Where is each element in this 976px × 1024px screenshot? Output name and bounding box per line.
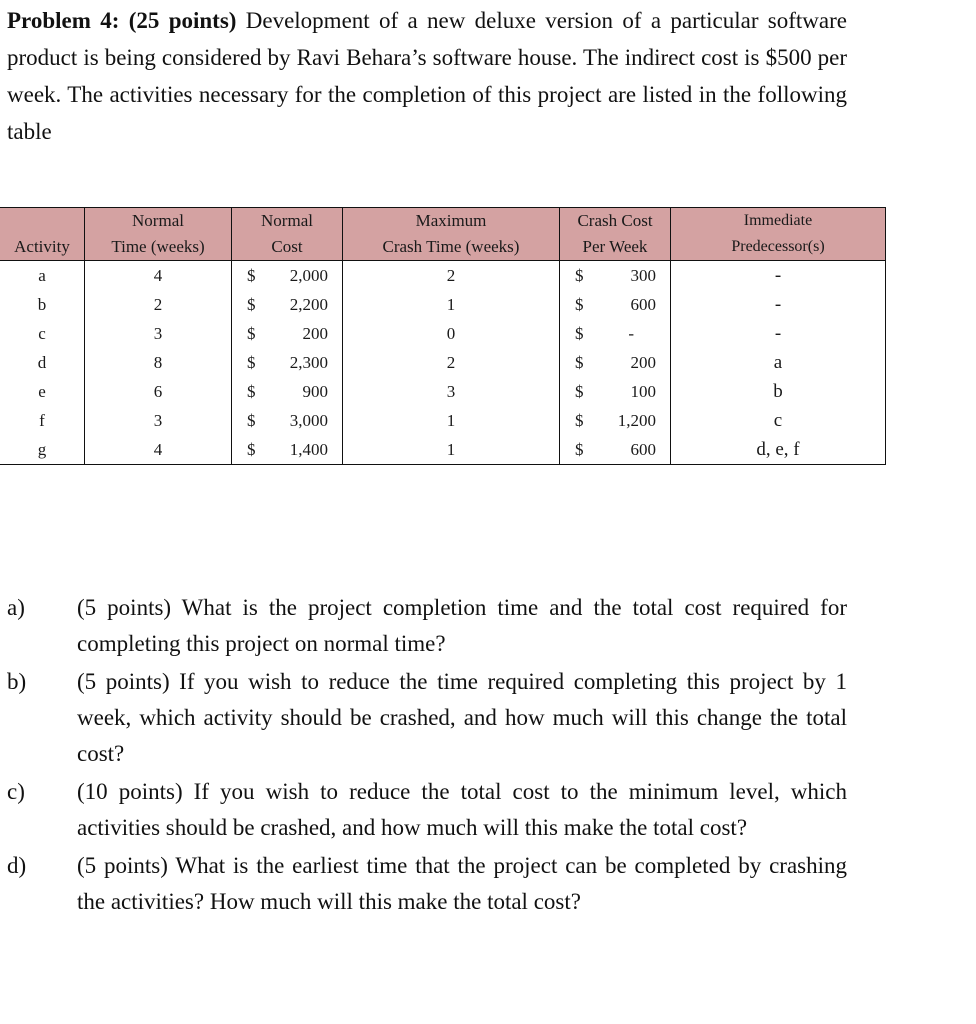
cell-normal-time: 4 xyxy=(85,435,232,465)
table-row xyxy=(0,348,886,377)
cell-normal-time: 2 xyxy=(85,290,232,319)
cell-crash-cost xyxy=(560,377,671,406)
question-c xyxy=(7,774,847,846)
crash-cost-amount: 600 xyxy=(630,295,656,314)
currency-symbol: $ xyxy=(247,295,256,314)
cell-activity: a xyxy=(0,261,85,291)
question-label: c) xyxy=(7,779,25,804)
cell-predecessors: b xyxy=(671,377,886,406)
question-a xyxy=(7,590,847,662)
cell-predecessors: d, e, f xyxy=(671,435,886,465)
header-max-crash: Maximum Crash Time (weeks) xyxy=(343,208,560,261)
cell-normal-cost xyxy=(232,348,343,377)
question-d xyxy=(7,848,847,920)
cell-normal-cost xyxy=(232,377,343,406)
cell-normal-time: 8 xyxy=(85,348,232,377)
table-row xyxy=(0,377,886,406)
crash-cost-amount: 300 xyxy=(630,266,656,285)
cell-max-crash: 1 xyxy=(343,435,560,465)
question-b xyxy=(7,664,847,772)
cell-normal-cost xyxy=(232,261,343,291)
cell-max-crash: 3 xyxy=(343,377,560,406)
normal-cost-amount: 2,200 xyxy=(289,295,328,314)
table-row xyxy=(0,261,886,291)
table-row xyxy=(0,290,886,319)
currency-symbol: $ xyxy=(575,440,584,459)
cell-normal-cost xyxy=(232,406,343,435)
currency-symbol: $ xyxy=(247,382,256,401)
question-list xyxy=(7,590,847,920)
crash-cost-amount: - xyxy=(628,324,634,343)
problem-heading: Problem 4: (25 points) xyxy=(7,8,237,33)
table-body xyxy=(0,261,886,465)
cell-normal-time: 6 xyxy=(85,377,232,406)
cell-crash-cost xyxy=(560,319,671,348)
activity-table-wrapper xyxy=(0,207,886,465)
crash-cost-amount: 600 xyxy=(630,440,656,459)
cell-crash-cost xyxy=(560,261,671,291)
normal-cost-amount: 900 xyxy=(302,382,328,401)
table-row xyxy=(0,406,886,435)
header-activity: Activity xyxy=(0,208,85,261)
currency-symbol: $ xyxy=(575,295,584,314)
header-normal-time: Normal Time (weeks) xyxy=(85,208,232,261)
table-header-row xyxy=(0,208,886,261)
cell-activity: g xyxy=(0,435,85,465)
currency-symbol: $ xyxy=(247,440,256,459)
cell-predecessors: - xyxy=(671,319,886,348)
normal-cost-amount: 3,000 xyxy=(289,411,328,430)
cell-crash-cost xyxy=(560,348,671,377)
cell-activity: b xyxy=(0,290,85,319)
header-predecessors: Immediate Predecessor(s) xyxy=(671,208,886,261)
currency-symbol: $ xyxy=(575,266,584,285)
cell-activity: f xyxy=(0,406,85,435)
cell-predecessors: c xyxy=(671,406,886,435)
cell-crash-cost xyxy=(560,406,671,435)
crash-cost-amount: 200 xyxy=(630,353,656,372)
normal-cost-amount: 2,000 xyxy=(289,266,328,285)
question-label: d) xyxy=(7,853,27,878)
cell-predecessors: - xyxy=(671,290,886,319)
header-normal-cost: Normal Cost xyxy=(232,208,343,261)
question-text: (5 points) What is the earliest time that the project can be completed by crashing the activities? How much will this make the total cost? xyxy=(77,853,847,914)
cell-normal-cost xyxy=(232,319,343,348)
normal-cost-amount: 200 xyxy=(302,324,328,343)
cell-normal-time: 4 xyxy=(85,261,232,291)
problem-statement xyxy=(7,2,847,150)
cell-max-crash: 0 xyxy=(343,319,560,348)
question-label: b) xyxy=(7,669,27,694)
cell-activity: c xyxy=(0,319,85,348)
cell-activity: d xyxy=(0,348,85,377)
currency-symbol: $ xyxy=(247,266,256,285)
currency-symbol: $ xyxy=(247,324,256,343)
question-text: (10 points) If you wish to reduce the total cost to the minimum level, which activities should be crashed, and how much will this make the total cost? xyxy=(77,779,847,840)
currency-symbol: $ xyxy=(575,382,584,401)
header-crash-cost: Crash Cost Per Week xyxy=(560,208,671,261)
cell-normal-time: 3 xyxy=(85,319,232,348)
table-row xyxy=(0,435,886,465)
question-label: a) xyxy=(7,595,25,620)
currency-symbol: $ xyxy=(575,353,584,372)
cell-activity: e xyxy=(0,377,85,406)
currency-symbol: $ xyxy=(247,353,256,372)
table-row xyxy=(0,319,886,348)
currency-symbol: $ xyxy=(247,411,256,430)
cell-max-crash: 1 xyxy=(343,290,560,319)
question-text: (5 points) If you wish to reduce the time required completing this project by 1 week, which activity should be crashed, and how much will this change the total cost? xyxy=(77,669,847,766)
normal-cost-amount: 2,300 xyxy=(289,353,328,372)
crash-cost-amount: 1,200 xyxy=(617,411,656,430)
activity-table xyxy=(0,207,886,465)
cell-max-crash: 1 xyxy=(343,406,560,435)
cell-predecessors: - xyxy=(671,261,886,291)
cell-normal-cost xyxy=(232,290,343,319)
problem-text: Development of a new deluxe version of a particular software product is being considered by Ravi Behara’s software house. The indirect cost is $500 per week. The activities necessary for the completion of this project are listed in the following table xyxy=(7,8,847,144)
cell-max-crash: 2 xyxy=(343,348,560,377)
currency-symbol: $ xyxy=(575,411,584,430)
cell-max-crash: 2 xyxy=(343,261,560,291)
cell-normal-time: 3 xyxy=(85,406,232,435)
normal-cost-amount: 1,400 xyxy=(289,440,328,459)
cell-crash-cost xyxy=(560,435,671,465)
cell-normal-cost xyxy=(232,435,343,465)
currency-symbol: $ xyxy=(575,324,584,343)
question-text: (5 points) What is the project completion time and the total cost required for completing this project on normal time? xyxy=(77,595,847,656)
crash-cost-amount: 100 xyxy=(630,382,656,401)
cell-predecessors: a xyxy=(671,348,886,377)
cell-crash-cost xyxy=(560,290,671,319)
